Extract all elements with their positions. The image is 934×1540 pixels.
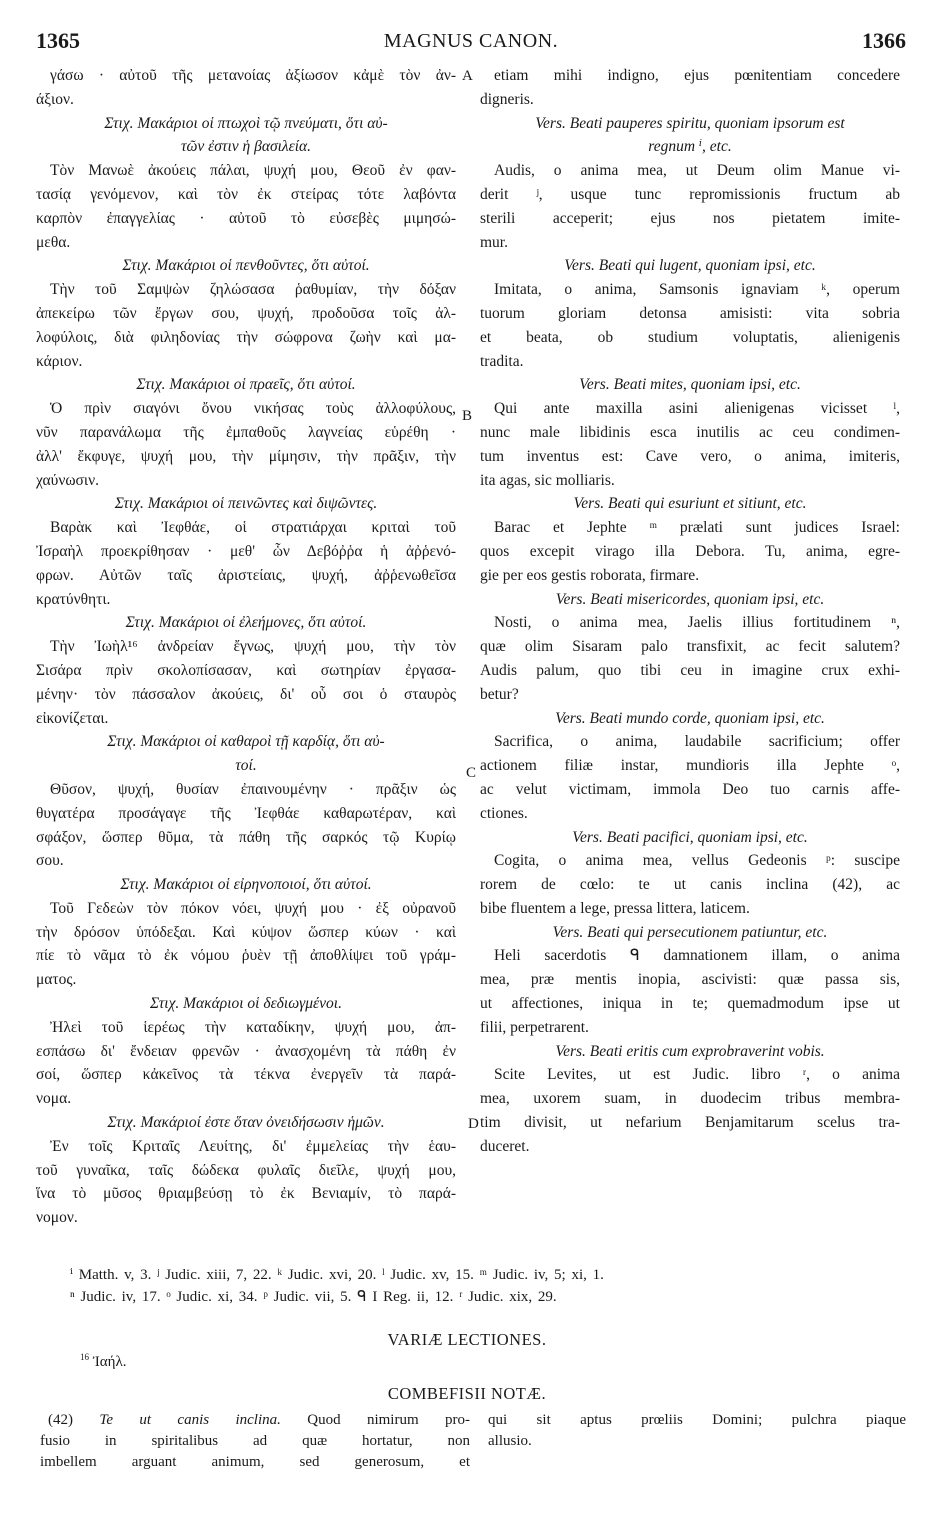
paragraph [480, 397, 900, 492]
page-header [36, 28, 906, 58]
text-line: Τὴν τοῦ Σαμψὼν ζηλώσασα ῥαθυμίαν, τὴν δόξαν [50, 281, 456, 299]
text-line: Audis palum, quo tibi ceu in imagine crux exhi- [480, 661, 900, 679]
paragraph [36, 397, 456, 492]
text-line: γάσω · αὐτοῦ τῆς μετανοίας ἀξίωσον κἀμὲ τὸν ἀν- [50, 67, 456, 84]
verse-heading [480, 707, 900, 731]
text-line: Heli sacerdotis ᑫ damnationem illam, o anima [494, 947, 900, 965]
text-line: τῶν ἐστιν ἡ βασιλεία. [180, 138, 312, 156]
text-line: Στιχ. Μακάριοι οἱ εἰρηνοποιοί, ὅτι αὐτοί. [120, 876, 372, 894]
text-line: ἀπεκείρω τῶν ἔργων σου, ψυχή, προδοῦσα τοῖς ἀλ- [36, 304, 456, 322]
text-line: Στιχ. Μακάριοι οἱ πενθοῦντες, ὅτι αὐτοί. [122, 257, 370, 275]
text-line: gie per eos gestis roborata, firmare. [480, 566, 700, 584]
paragraph [480, 944, 900, 1039]
text-line: Στιχ. Μακάριοι οἱ πραεῖς, ὅτι αὐτοί. [136, 376, 356, 394]
text-line: κάριον. [36, 352, 83, 370]
margin-letter-a: A [462, 68, 473, 84]
text-line: mea, uxorem suam, in duodecim tribus membra- [480, 1090, 900, 1108]
text-line: digneris. [480, 90, 534, 108]
verse-heading [36, 992, 456, 1016]
text-line: tuorum gloriam detonsa amisisti: vita sobria [480, 304, 900, 322]
text-line: Ἠλεὶ τοῦ ἱερέως τὴν καταδίκην, ψυχή μου, ἀπ- [50, 1018, 456, 1036]
text-line: Στιχ. Μακάριοί ἐστε ὅταν ὀνειδήσωσιν ἡμῶν. [107, 1114, 385, 1132]
text-line: Vers. Beati qui lugent, quoniam ipsi, etc. [564, 257, 816, 275]
verse-heading [36, 730, 456, 778]
margin-letter-d: D [468, 1116, 479, 1132]
text-line: μεθα. [36, 233, 71, 251]
text-line: χαύνωσιν. [36, 471, 99, 489]
combefis-notes-title: COMBEFISII NOTÆ. [387, 1384, 547, 1403]
note-number: (42) [48, 1412, 73, 1428]
text-line: bibe fluentem a lege, pressa littera, laticem. [480, 899, 750, 917]
text-line: ctiones. [480, 804, 528, 822]
text-line: Σισάρα πρὶν σκολοπίσασαν, καὶ σωτηρίαν ἐργασα- [36, 661, 456, 679]
text-line: τασίᾳ γενόμενον, καὶ τὸν ἐκ στείρας τότε λαβόντα [36, 185, 456, 203]
verse-heading [480, 588, 900, 612]
text-line: Audis, o anima mea, ut Deum olim Manue vi- [494, 162, 900, 180]
text-line: duceret. [480, 1137, 530, 1155]
paragraph [36, 278, 456, 373]
paragraph [36, 159, 456, 254]
text-line: Ἐν τοῖς Κριταῖς Λευίτης, δι' ἐμμελείας τὴν ἑαυ- [50, 1137, 456, 1155]
text-line: Vers. Beati qui esuriunt et sitiunt, etc. [573, 495, 807, 513]
text-line: Scite Levites, ut est Judic. libro ʳ, o anima [494, 1066, 900, 1084]
greek-text-column [36, 64, 456, 1230]
text-line: Τὸν Μανωὲ ἀκούεις πάλαι, ψυχή μου, Θεοῦ ἐν φαν- [50, 162, 456, 180]
text-line: φρων. Αὐτῶν ταῖς ἀριστείαις, ψυχή, ἀῤῥενωθεῖσα [36, 566, 456, 584]
text-line: σου. [36, 852, 64, 870]
paragraph [480, 849, 900, 920]
text-line: άξιον. [36, 90, 74, 108]
verse-heading [480, 492, 900, 516]
verse-heading [480, 254, 900, 278]
text-line: Vers. Beati pacifici, quoniam ipsi, etc. [572, 828, 808, 846]
scripture-footnotes [70, 1264, 910, 1308]
latin-text-column [480, 64, 900, 1159]
verse-heading [36, 1111, 456, 1135]
text-line: Barac et Jephte ᵐ prælati sunt judices Israel: [494, 519, 900, 537]
verse-heading [480, 921, 900, 945]
page-number-right: 1366 [862, 28, 906, 53]
text-line: quos excepit virago illa Debora. Tu, anima, egre- [480, 542, 900, 560]
text-line: μένην· τὸν πάσσαλον ἀκούεις, δι' οὗ σοι ὁ σταυρὸς [36, 685, 456, 703]
note-line: allusio. [488, 1433, 532, 1449]
note-text: Quod nimirum pro- [307, 1412, 470, 1428]
verse-heading [36, 373, 456, 397]
combefis-note-right [488, 1410, 906, 1452]
text-line: rorem de cœlo: te ut canis inclina (42), ac [480, 876, 900, 894]
paragraph [480, 278, 900, 373]
text-line: sterili acceperit; ejus nos pietatem imite- [480, 209, 900, 227]
text-line: ματος. [36, 971, 77, 989]
paragraph [36, 897, 456, 992]
text-line: nunc male libidinis esca inutilis ac ceu condimen- [480, 423, 900, 441]
page-number-left: 1365 [36, 28, 80, 53]
text-line: tradita. [480, 352, 524, 370]
paragraph [480, 516, 900, 587]
paragraph [480, 159, 900, 254]
text-line: tum inventus est: Cave vero, o anima, imiteris, [480, 447, 900, 465]
text-line: Vers. Beati mites, quoniam ipsi, etc. [579, 376, 801, 394]
paragraph [36, 64, 456, 112]
combefis-note-left [40, 1410, 470, 1473]
verse-heading [36, 112, 456, 160]
text-line: actionem filiæ instar, mundioris illa Jephte ᵒ, [480, 757, 900, 775]
footnote-line: ⁿ Judic. iv, 17. ᵒ Judic. xi, 34. ᵖ Judic. vii, 5. ᑫ I Reg. ii, 12. ʳ Judic. xix, 29. [70, 1289, 557, 1305]
running-title: MAGNUS CANON. [383, 30, 559, 52]
text-line: νομον. [36, 1209, 78, 1227]
text-line: betur? [480, 685, 519, 703]
text-line: τοί. [235, 757, 257, 775]
verse-heading [36, 492, 456, 516]
paragraph [36, 635, 456, 730]
text-line: κρατύνθητι. [36, 590, 111, 608]
text-line: Τὴν Ἰωὴλ¹⁶ ἀνδρείαν ἔγνως, ψυχή μου, τὴν τὸν [50, 638, 456, 656]
text-line: tim divisit, ut nefarium Benjamitarum scelus tra- [480, 1114, 900, 1132]
text-line: Vers. Beati qui persecutionem patiuntur, etc. [552, 923, 828, 941]
text-line: Vers. Beati pauperes spiritu, quoniam ipsorum est [535, 114, 845, 132]
text-line: Vers. Beati eritis cum exprobraverint vobis. [555, 1042, 825, 1060]
text-line: ἵνα τὸ μῦσος θριαμβεύσῃ τὸ ἐκ Βενιαμίν, τὸ παρά- [36, 1185, 456, 1203]
text-line: Nosti, o anima mea, Jaelis illius fortitudinem ⁿ, [494, 614, 900, 632]
paragraph [36, 516, 456, 611]
paragraph [480, 730, 900, 825]
verse-heading [36, 254, 456, 278]
footnote-line: ⁱ Matth. v, 3. ʲ Judic. xiii, 7, 22. ᵏ Judic. xvi, 20. ˡ Judic. xv, 15. ᵐ Judic. iv, 5; xi, 1. [70, 1267, 604, 1283]
text-line: ἀλλ' ἔκφυγε, ψυχή μου, τὴν μίμησιν, τὴν πρᾶξιν, τὴν [36, 447, 456, 465]
text-line: Στιχ. Μακάριοι οἱ πτωχοὶ τῷ πνεύματι, ὅτι αὐ- [104, 114, 388, 132]
text-line: Τοῦ Γεδεὼν τὸν πόκον νόει, ψυχή μου · ἐξ οὐρανοῦ [50, 899, 456, 917]
note-line: fusio in spiritalibus ad quæ hortatur, non [40, 1433, 470, 1449]
verse-heading [480, 112, 900, 160]
text-line: Στιχ. Μακάριοι οἱ ἐλεήμονες, ὅτι αὐτοί. [125, 614, 367, 632]
paragraph [36, 1016, 456, 1111]
text-line: regnum ⁱ, etc. [648, 138, 732, 156]
text-line: σφάξον, ὥσπερ θῦμα, τὰ πάθη τῆς σαρκός τῷ Κυρίῳ [36, 828, 456, 846]
verse-heading [36, 873, 456, 897]
text-line: ita agas, sic molliaris. [480, 471, 615, 489]
text-line: Qui ante maxilla asini alienigenas vicisset ˡ, [494, 400, 900, 418]
text-line: εἰκονίζεται. [36, 709, 109, 727]
margin-letter-b: B [462, 408, 473, 424]
text-line: ut affectiones, iniqua in te; quemadmodum ipse ut [480, 995, 900, 1013]
paragraph [480, 64, 900, 112]
verse-heading [36, 611, 456, 635]
varia-note-number: 16 [80, 1352, 89, 1362]
paragraph [36, 778, 456, 873]
note-lemma: Te ut canis inclina. [99, 1412, 281, 1428]
varia-note [80, 1354, 127, 1371]
text-line: Imitata, o anima, Samsonis ignaviam ᵏ, operum [494, 281, 900, 299]
text-line: Θῦσον, ψυχή, θυσίαν ἐπαινουμένην · πρᾶξιν ὡς [50, 780, 456, 798]
paragraph [36, 1135, 456, 1230]
text-line: Ὁ πρὶν σιαγόνι ὄνου νικήσας τοὺς ἀλλοφύλους, [50, 400, 456, 418]
margin-letter-c: C [466, 765, 477, 781]
text-line: derit ʲ, usque tunc repromissionis fructum ab [480, 185, 900, 203]
paragraph [480, 611, 900, 706]
text-line: Βαρὰκ καὶ Ἰεφθάε, οἱ στρατιάρχαι κριταὶ τοῦ [50, 519, 456, 537]
text-line: mur. [480, 233, 508, 251]
text-line: εσπάσω δι' ἔνδειαν φρενῶν · ἀνασχομένη τὰ πάθη ἐν [36, 1042, 456, 1060]
paragraph [480, 1063, 900, 1158]
text-line: τοῦ γυναῖκα, ταῖς δώδεκα φυλαῖς διεῖλε, ψυχή μου, [36, 1161, 456, 1179]
text-line: quæ olim Sisaram palo transfixit, ac fecit salutem? [480, 638, 900, 656]
text-line: Sacrifica, o anima, laudabile sacrificium; offer [494, 733, 900, 751]
text-line: Vers. Beati mundo corde, quoniam ipsi, etc. [555, 709, 825, 727]
text-line: et beata, ob studium voluptatis, alienigenis [480, 328, 900, 346]
text-line: etiam mihi indigno, ejus pœnitentiam concedere [494, 67, 900, 84]
text-line: νῦν παρανάλωμα τῆς ἐμπαθοῦς λαγνείας εὑρέθη · [36, 423, 456, 441]
text-line: Vers. Beati misericordes, quoniam ipsi, etc. [555, 590, 825, 608]
text-line: λοφύλοις, διὰ φιληδονίας τὴν σώφρονα ζωὴν καὶ μα- [36, 328, 456, 346]
note-line: imbellem arguant animum, sed generosum, et [40, 1454, 470, 1470]
text-line: ac velut victimam, immola Deo tuo carnis affe- [480, 780, 900, 798]
text-line: πίε τὸ νᾶμα τὸ ἐκ νόμου ῥυὲν τῇ ἀποθλίψει τοῦ γράμ- [36, 947, 456, 965]
note-line: qui sit aptus prœliis Domini; pulchra piaque [488, 1412, 906, 1428]
verse-heading [480, 826, 900, 850]
text-line: Στιχ. Μακάριοι οἱ πεινῶντες καὶ διψῶντες. [114, 495, 378, 513]
variae-lectiones-title: VARIÆ LECTIONES. [387, 1330, 547, 1349]
text-line: Cogita, o anima mea, vellus Gedeonis ᵖ: suscipe [494, 852, 900, 870]
text-line: filii, perpetrarent. [480, 1018, 589, 1036]
text-line: Ἰσραὴλ προεκρίθησαν · μεθ' ὧν Δεβόῤῥα ἡ ἀῤῥενό- [36, 542, 456, 560]
text-line: θυγατέρα προσάγαγε τῆς Ἰεφθάε καθαρωτέραν, καὶ [36, 804, 456, 822]
text-line: τὴν δρόσον ὑπόδεξαι. Καὶ κύψον ὥσπερ κύων · καὶ [36, 923, 456, 941]
text-line: Στιχ. Μακάριοι οἱ καθαροὶ τῇ καρδίᾳ, ὅτι αὐ- [107, 733, 385, 751]
text-line: σοί, ὥσπερ κἀκεῖνος τὰ τέκνα ἐνεργεῖν τὰ παρά- [36, 1066, 456, 1084]
text-line: mea, præ mentis inopia, ascivisti: quæ passa sis, [480, 971, 900, 989]
text-line: Στιχ. Μακάριοι οἱ δεδιωγμένοι. [150, 995, 342, 1013]
verse-heading [480, 373, 900, 397]
text-line: νομα. [36, 1090, 72, 1108]
text-line: καρπὸν ἐπαγγελίας · αὐτοῦ τὸ εὐσεβὲς μιμησώ- [36, 209, 456, 227]
verse-heading [480, 1040, 900, 1064]
varia-note-text: Ἰαήλ. [92, 1354, 127, 1370]
